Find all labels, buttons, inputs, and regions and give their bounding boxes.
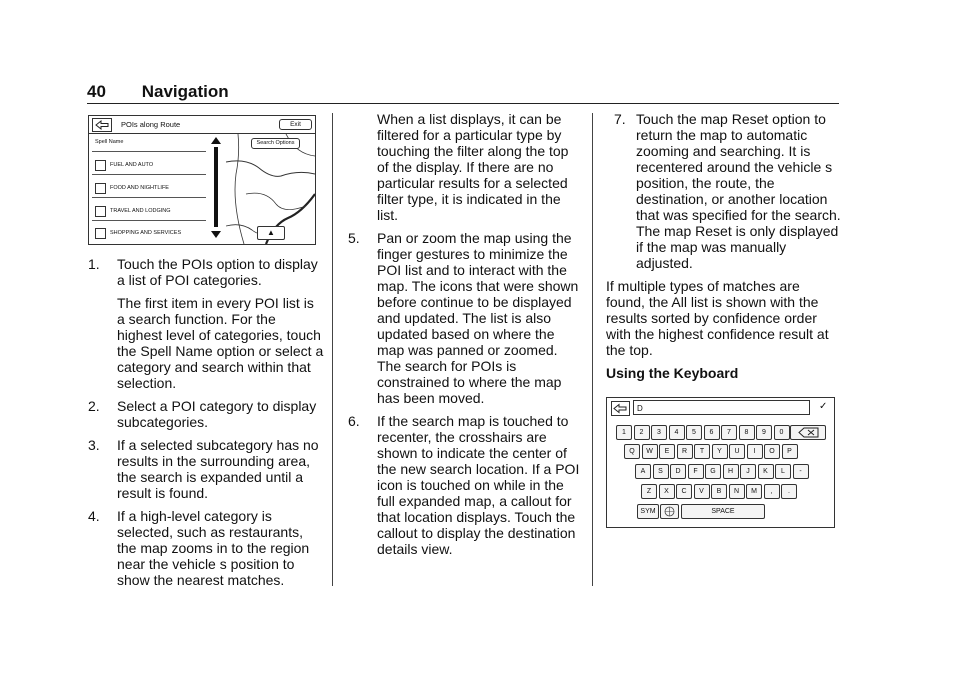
column-divider-1 xyxy=(332,113,333,586)
key-row1: 4 xyxy=(669,425,685,440)
step-text: Touch the POIs option to display a list of POI categories. xyxy=(117,256,318,288)
key-row3: F xyxy=(688,464,704,479)
key-row4: X xyxy=(659,484,675,499)
key-row3: - xyxy=(793,464,809,479)
key-row4: B xyxy=(711,484,727,499)
checkbox-icon xyxy=(95,183,106,194)
list-scrollbar xyxy=(208,134,224,244)
category-label: FUEL AND AUTO xyxy=(110,162,154,168)
back-arrow-icon xyxy=(93,119,111,131)
category-label: SHOPPING AND SERVICES xyxy=(110,230,182,236)
key-row2: T xyxy=(694,444,710,459)
key-row1: 9 xyxy=(756,425,772,440)
key-row3: D xyxy=(670,464,686,479)
key-row2: W xyxy=(642,444,658,459)
key-row1: 0 xyxy=(774,425,790,440)
back-button xyxy=(92,118,112,132)
step-number: 4. xyxy=(88,508,100,524)
exit-button: Exit xyxy=(279,119,312,130)
backspace-key xyxy=(790,425,826,440)
key-row4: C xyxy=(676,484,692,499)
checkbox-icon xyxy=(95,160,106,171)
key-row1: 7 xyxy=(721,425,737,440)
search-options-button: Search Options xyxy=(251,138,300,149)
poi-screen-illustration xyxy=(88,115,316,245)
keyboard-entry-field: D xyxy=(633,400,810,415)
key-row2: I xyxy=(747,444,763,459)
column-3 xyxy=(606,111,842,388)
backspace-icon xyxy=(791,426,825,439)
category-label: FOOD AND NIGHTLIFE xyxy=(110,185,169,191)
step-5 xyxy=(348,230,584,406)
step-1 xyxy=(88,256,324,288)
key-row1: 6 xyxy=(704,425,720,440)
key-row2: R xyxy=(677,444,693,459)
step-text: Select a POI category to display subcategories. xyxy=(117,398,317,430)
step-number: 5. xyxy=(348,230,360,246)
key-row1: 3 xyxy=(651,425,667,440)
step-3 xyxy=(88,437,324,501)
key-row2: Y xyxy=(712,444,728,459)
globe-icon xyxy=(661,505,678,518)
step-text: If a high-level category is selected, such as restaurants, the map zooms in to the region near the vehicle s position to show the nearest matches. xyxy=(117,508,310,588)
key-row3: L xyxy=(775,464,791,479)
key-row1: 2 xyxy=(634,425,650,440)
step-4 xyxy=(88,508,324,588)
triangle-up-icon: ▲ xyxy=(267,228,275,237)
key-row2: U xyxy=(729,444,745,459)
key-row4: V xyxy=(694,484,710,499)
step-text: Touch the map Reset option to return the map to automatic zooming and searching. It is recentered around the vehicle s position, the route, the destination, or another location that was specified for the search. The map Reset is only displayed if the map was manually adjusted. xyxy=(636,111,841,271)
key-row4: , xyxy=(764,484,780,499)
key-row3: S xyxy=(653,464,669,479)
checkmark-icon: ✓ xyxy=(819,401,828,412)
key-row4: . xyxy=(781,484,797,499)
list-separator xyxy=(92,174,206,175)
step-number: 2. xyxy=(88,398,100,414)
column-2 xyxy=(348,111,584,564)
language-key xyxy=(660,504,679,519)
page-number: 40 xyxy=(87,82,106,101)
step-text: If the search map is touched to recenter, the crosshairs are shown to indicate the center of the new search location. If a POI icon is touched on while in the full expanded map, a callout for that location displays. Touch the callout to display the destination details view. xyxy=(377,413,580,557)
checkbox-icon xyxy=(95,228,106,239)
category-label: TRAVEL AND LODGING xyxy=(110,208,171,214)
keyboard-illustration xyxy=(606,397,835,528)
step-text: If a selected subcategory has no results in the surrounding area, the search is expanded until a result is found. xyxy=(117,437,319,501)
category-row xyxy=(92,157,202,174)
key-row2: P xyxy=(782,444,798,459)
list-separator xyxy=(92,151,206,152)
key-row1: 1 xyxy=(616,425,632,440)
category-row xyxy=(92,225,202,242)
section-title: Navigation xyxy=(141,82,229,101)
key-row3: K xyxy=(758,464,774,479)
keyboard-subheading: Using the Keyboard xyxy=(606,365,739,381)
page-header xyxy=(87,82,229,102)
poi-title-bar xyxy=(89,116,315,134)
poi-title: POIs along Route xyxy=(121,120,181,129)
header-rule xyxy=(87,103,839,104)
step-number: 7. xyxy=(614,111,626,127)
key-row3: H xyxy=(723,464,739,479)
column-1 xyxy=(88,256,324,595)
scroll-down-icon xyxy=(211,231,221,238)
spell-name-label: Spell Name xyxy=(95,139,124,145)
step-4-continued: When a list displays, it can be filtered for a particular type by touching the filter along the top of the display. If there are no particular results for a selected filter type, it is indicated in the list. xyxy=(377,111,569,223)
key-row4: N xyxy=(729,484,745,499)
expand-map-button xyxy=(257,226,285,240)
step-2 xyxy=(88,398,324,430)
list-separator xyxy=(92,220,206,221)
space-key: SPACE xyxy=(681,504,765,519)
key-row2: Q xyxy=(624,444,640,459)
key-row4: Z xyxy=(641,484,657,499)
key-row3: J xyxy=(740,464,756,479)
key-row3: A xyxy=(635,464,651,479)
key-row1: 5 xyxy=(686,425,702,440)
key-row1: 8 xyxy=(739,425,755,440)
key-row4: M xyxy=(746,484,762,499)
list-separator xyxy=(92,197,206,198)
step-1-note: The first item in every POI list is a search function. For the highest level of categories, touch the Spell Name option or select a category and search within that selection. xyxy=(117,295,324,391)
key-row2: O xyxy=(764,444,780,459)
back-arrow-icon xyxy=(612,402,629,415)
step-7 xyxy=(606,111,842,271)
category-row xyxy=(92,203,202,220)
scroll-up-icon xyxy=(211,137,221,144)
back-button xyxy=(611,401,630,416)
scroll-thumb xyxy=(214,147,218,227)
step-number: 6. xyxy=(348,413,360,429)
matches-paragraph: If multiple types of matches are found, the All list is shown with the results sorted by confidence order with the highest confidence result at the top. xyxy=(606,278,829,358)
step-number: 3. xyxy=(88,437,100,453)
step-text: Pan or zoom the map using the finger gestures to minimize the POI list and to interact with the map. The icons that were shown before continue to be displayed and updated. The list is also updated based on where the map was panned or zoomed. The search for POIs is constrained to where the map has been moved. xyxy=(377,230,579,406)
key-row2: E xyxy=(659,444,675,459)
sym-key: SYM xyxy=(637,504,659,519)
checkbox-icon xyxy=(95,206,106,217)
column-divider-2 xyxy=(592,113,593,586)
key-row3: G xyxy=(705,464,721,479)
category-row xyxy=(92,180,202,197)
step-6 xyxy=(348,413,584,557)
step-number: 1. xyxy=(88,256,100,272)
